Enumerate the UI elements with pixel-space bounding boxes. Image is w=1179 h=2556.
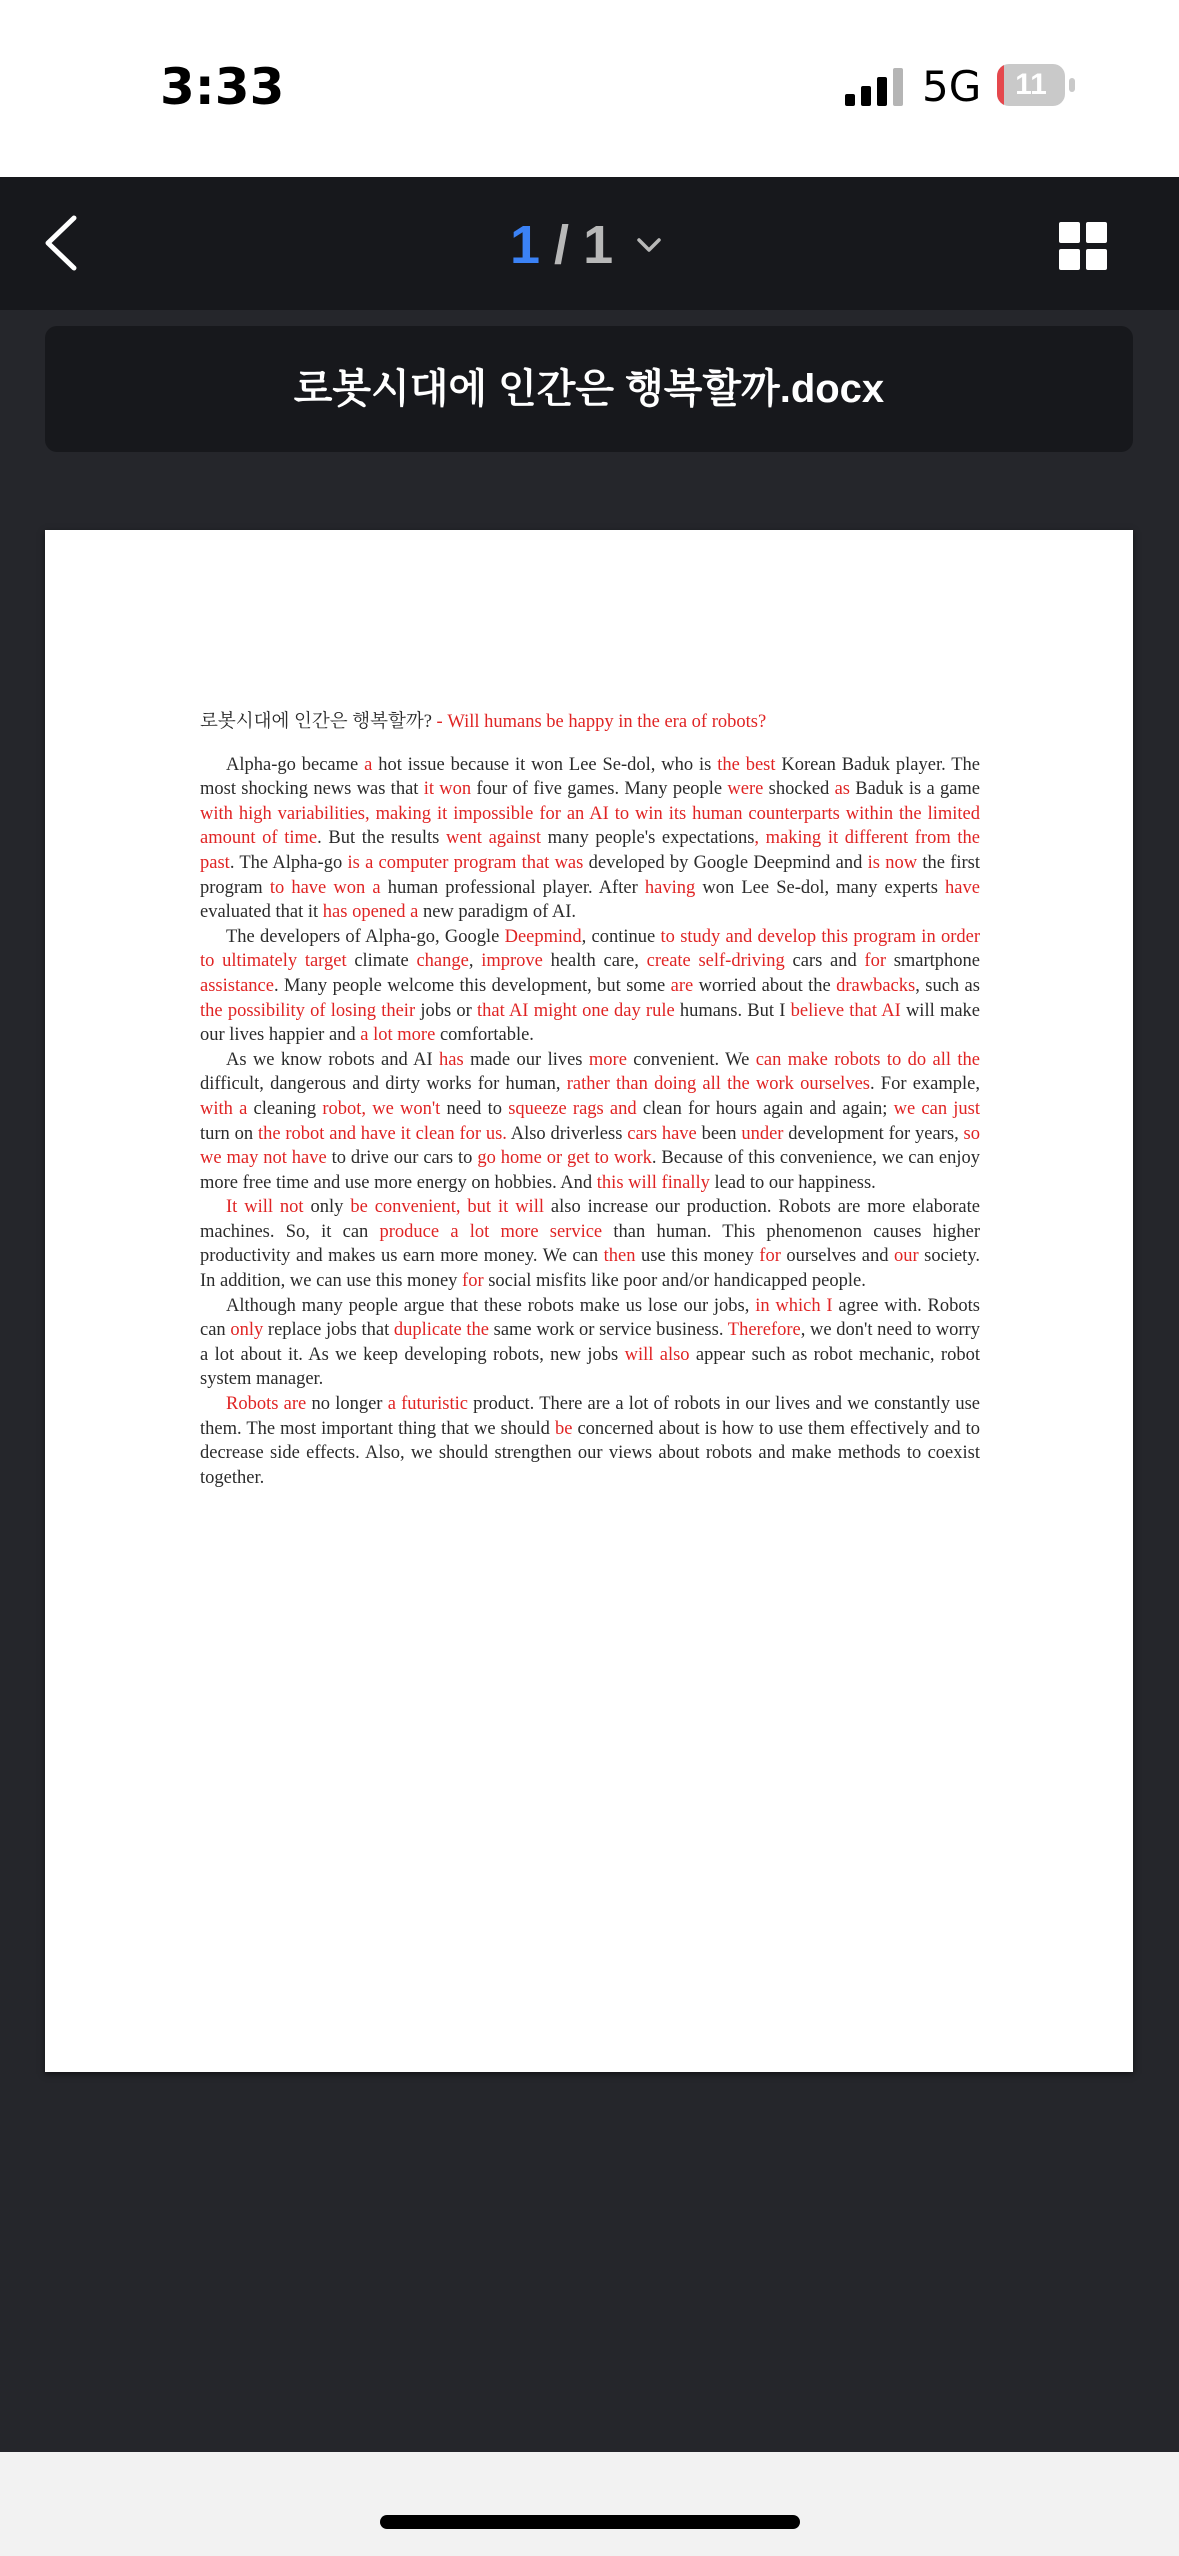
corrected-text: is now <box>867 852 918 873</box>
corrected-text: under <box>741 1123 784 1144</box>
original-text: only <box>303 1197 351 1218</box>
original-text: . The Alpha-go <box>229 852 348 873</box>
corrected-text: , making it different from the past <box>200 828 980 873</box>
original-text: human professional player. After <box>380 877 645 898</box>
original-text: . For example, <box>869 1074 980 1095</box>
corrected-text: has <box>439 1049 464 1070</box>
title-korean: 로봇시대에 인간은 행복할까? <box>200 712 432 732</box>
original-text: product. There are a lot of robots in our lives and we constantly use them. The most important thing that we should <box>200 1394 980 1439</box>
status-time: 3:33 <box>160 58 285 116</box>
corrected-text: Therefore <box>727 1320 801 1341</box>
corrected-text: for <box>759 1246 781 1267</box>
corrected-text: to study and develop this program in order to ultimately target <box>200 926 980 972</box>
original-text: Baduk is a game <box>849 779 981 800</box>
corrected-text: this will finally <box>596 1172 710 1193</box>
original-text: climate <box>346 951 417 972</box>
corrected-text: as <box>834 779 850 800</box>
original-text: than human. This phenomenon causes higher productivity and makes us earn more money. We can <box>200 1221 980 1267</box>
original-text: worried about the <box>693 975 837 996</box>
corrected-text: duplicate the <box>393 1320 489 1341</box>
original-text: use this money <box>635 1246 760 1267</box>
corrected-text: rather than doing all the work ourselves <box>566 1074 870 1095</box>
corrected-text: be <box>554 1418 573 1439</box>
corrected-text: with a <box>200 1098 248 1119</box>
file-name-banner: 로봇시대에 인간은 행복할까.docx <box>45 326 1133 452</box>
original-text: agree with. Robots can <box>200 1295 980 1341</box>
current-page: 1 <box>510 215 541 275</box>
original-text: shocked <box>763 779 835 800</box>
chevron-down-icon <box>635 235 663 255</box>
corrected-text: Deepmind <box>504 926 582 947</box>
corrected-text: squeeze rags and <box>508 1098 637 1119</box>
original-text: hot issue because it won Lee Se-dol, who is <box>372 754 718 775</box>
corrected-text: were <box>727 779 764 800</box>
battery-icon <box>997 64 1065 106</box>
original-text: developed by Google Deepmind and <box>583 852 868 873</box>
corrected-text: it won <box>423 779 472 800</box>
original-text: social misfits like poor and/or handicapped people. <box>483 1271 866 1292</box>
home-indicator[interactable] <box>380 2515 800 2529</box>
corrected-text: so we may not have <box>200 1123 980 1169</box>
corrected-text: went against <box>445 828 542 849</box>
original-text: Although many people argue that these robots make us lose our jobs, <box>226 1295 756 1316</box>
original-text: . Many people welcome this development, but some <box>273 975 671 996</box>
corrected-text: the possibility of losing their <box>200 1000 416 1021</box>
corrected-text: then <box>603 1246 636 1267</box>
original-text: will make our lives happier and <box>200 1000 981 1046</box>
original-text: replace jobs that <box>263 1320 394 1341</box>
corrected-text: drawbacks <box>836 975 916 996</box>
corrected-text: the robot and have it clean for us. <box>257 1123 507 1144</box>
original-text: society. In addition, we can use this money <box>200 1246 980 1292</box>
corrected-text: has opened a <box>322 902 419 923</box>
document-body <box>200 710 980 1490</box>
title-dash: - <box>436 712 443 732</box>
corrected-text: have <box>945 877 980 898</box>
page-separator: / <box>554 215 570 275</box>
original-text: comfortable. <box>435 1025 534 1046</box>
corrected-text: are <box>670 975 694 996</box>
original-text: . But the results <box>317 828 446 849</box>
original-text: convenient. We <box>626 1049 756 1070</box>
corrected-text: Robots are <box>226 1394 307 1415</box>
original-text: Korean Baduk player. The most shocking news was that <box>200 754 981 800</box>
corrected-text: can make robots to do all the <box>755 1049 980 1070</box>
paragraph <box>200 753 980 925</box>
corrected-text: in which I <box>755 1295 833 1316</box>
original-text: new paradigm of AI. <box>418 902 577 923</box>
original-text: cars and <box>784 951 865 972</box>
corrected-text: It will not <box>226 1197 304 1218</box>
original-text: . Because of this convenience, we can enjoy more free time and use more energy on hobbies. And <box>200 1148 980 1193</box>
corrected-text: having <box>644 877 696 898</box>
original-text: same work or service business. <box>488 1320 728 1341</box>
grid-cell <box>1086 222 1107 243</box>
original-text: to drive our cars to <box>326 1148 478 1169</box>
original-text: cleaning <box>247 1098 323 1119</box>
corrected-text: that AI might one day rule <box>477 1000 675 1021</box>
original-text: , <box>468 951 482 972</box>
original-text: evaluated that it <box>200 902 323 923</box>
original-text: no longer <box>306 1394 388 1415</box>
original-text: The developers of Alpha-go, Google <box>226 926 505 947</box>
corrected-text: will also <box>624 1344 690 1365</box>
original-text: turn on <box>200 1123 258 1144</box>
network-type: 5G <box>922 62 982 111</box>
original-text: , such as <box>915 975 980 996</box>
original-text: clean for hours again and again; <box>636 1098 894 1119</box>
original-text: humans. But I <box>674 1000 791 1021</box>
home-indicator-area <box>0 2452 1179 2556</box>
original-text: four of five games. Many people <box>471 779 728 800</box>
corrected-text: for <box>462 1271 484 1292</box>
original-text: difficult, dangerous and dirty works for human, <box>200 1074 567 1095</box>
cellular-signal-icon <box>845 68 905 106</box>
corrected-text: the best <box>717 754 776 775</box>
original-text: many people's expectations <box>541 828 755 849</box>
battery-level-text: 11 <box>1015 68 1047 101</box>
original-text: health care, <box>542 951 647 972</box>
corrected-text: only <box>230 1320 264 1341</box>
corrected-text: robot, we won't <box>322 1098 441 1119</box>
original-text: ourselves and <box>780 1246 894 1267</box>
original-text: won Lee Se-dol, many experts <box>695 877 946 898</box>
original-text: , continue <box>581 926 661 947</box>
original-text: made our lives <box>463 1049 589 1070</box>
paragraph <box>200 925 980 1048</box>
original-text: jobs or <box>415 1000 478 1021</box>
grid-cell <box>1059 222 1080 243</box>
title-english: Will humans be happy in the era of robots? <box>447 712 767 732</box>
paragraph <box>200 1195 980 1293</box>
original-text: development for years, <box>783 1123 964 1144</box>
original-text: need to <box>440 1098 509 1119</box>
original-text: As we know robots and AI <box>226 1049 440 1070</box>
status-bar <box>0 0 1179 177</box>
total-pages: 1 <box>583 215 614 275</box>
corrected-text: with high variabilities, making it impossible for an AI to win its human counterparts within the limited amount of time <box>200 803 980 849</box>
grid-cell <box>1059 249 1080 270</box>
battery-cap <box>1069 78 1075 92</box>
original-text: Alpha-go became <box>226 754 365 775</box>
grid-view-icon[interactable] <box>1059 222 1107 270</box>
paragraph <box>200 1048 980 1196</box>
original-text: smartphone <box>885 951 981 972</box>
original-text: concerned about is how to use them effectively and to decrease side effects. Also, we should strengthen our views about robots and make methods to coexist together. <box>200 1418 981 1488</box>
original-text: also increase our production. Robots are more elaborate machines. So, it can <box>200 1197 980 1242</box>
paragraph <box>200 1294 980 1392</box>
corrected-text: a futuristic <box>387 1394 468 1415</box>
document-title <box>200 710 980 735</box>
corrected-text: create self-driving <box>646 951 785 972</box>
paragraph <box>200 1392 980 1490</box>
chevron-left-icon[interactable] <box>38 210 88 276</box>
grid-cell <box>1086 249 1107 270</box>
corrected-text: improve <box>481 951 543 972</box>
corrected-text: cars have <box>627 1123 697 1144</box>
original-text: been <box>696 1123 742 1144</box>
corrected-text: our <box>893 1246 919 1267</box>
corrected-text: believe that AI <box>790 1000 901 1021</box>
corrected-text: to have won a <box>269 877 381 898</box>
original-text: lead to our happiness. <box>709 1172 876 1193</box>
corrected-text: produce a lot more service <box>379 1221 603 1242</box>
corrected-text: go home or get to work <box>477 1148 652 1169</box>
corrected-text: a lot more <box>360 1025 436 1046</box>
corrected-text: more <box>588 1049 627 1070</box>
corrected-text: a <box>364 754 373 775</box>
original-text: appear such as robot mechanic, robot system manager. <box>200 1344 980 1390</box>
corrected-text: is a computer program that was <box>347 852 584 873</box>
corrected-text: assistance <box>200 975 274 996</box>
original-text: Also driverless <box>506 1123 628 1144</box>
document-page <box>45 530 1133 2072</box>
corrected-text: be convenient, but it will <box>350 1197 544 1218</box>
original-text: , we don't need to worry a lot about it. As we keep developing robots, new jobs <box>200 1320 980 1365</box>
corrected-text: change <box>416 951 469 972</box>
original-text: the first program <box>200 852 981 898</box>
document-paragraphs <box>200 753 980 1491</box>
corrected-text: we can just <box>893 1098 980 1119</box>
corrected-text: for <box>864 951 886 972</box>
page-selector[interactable] <box>510 205 663 285</box>
